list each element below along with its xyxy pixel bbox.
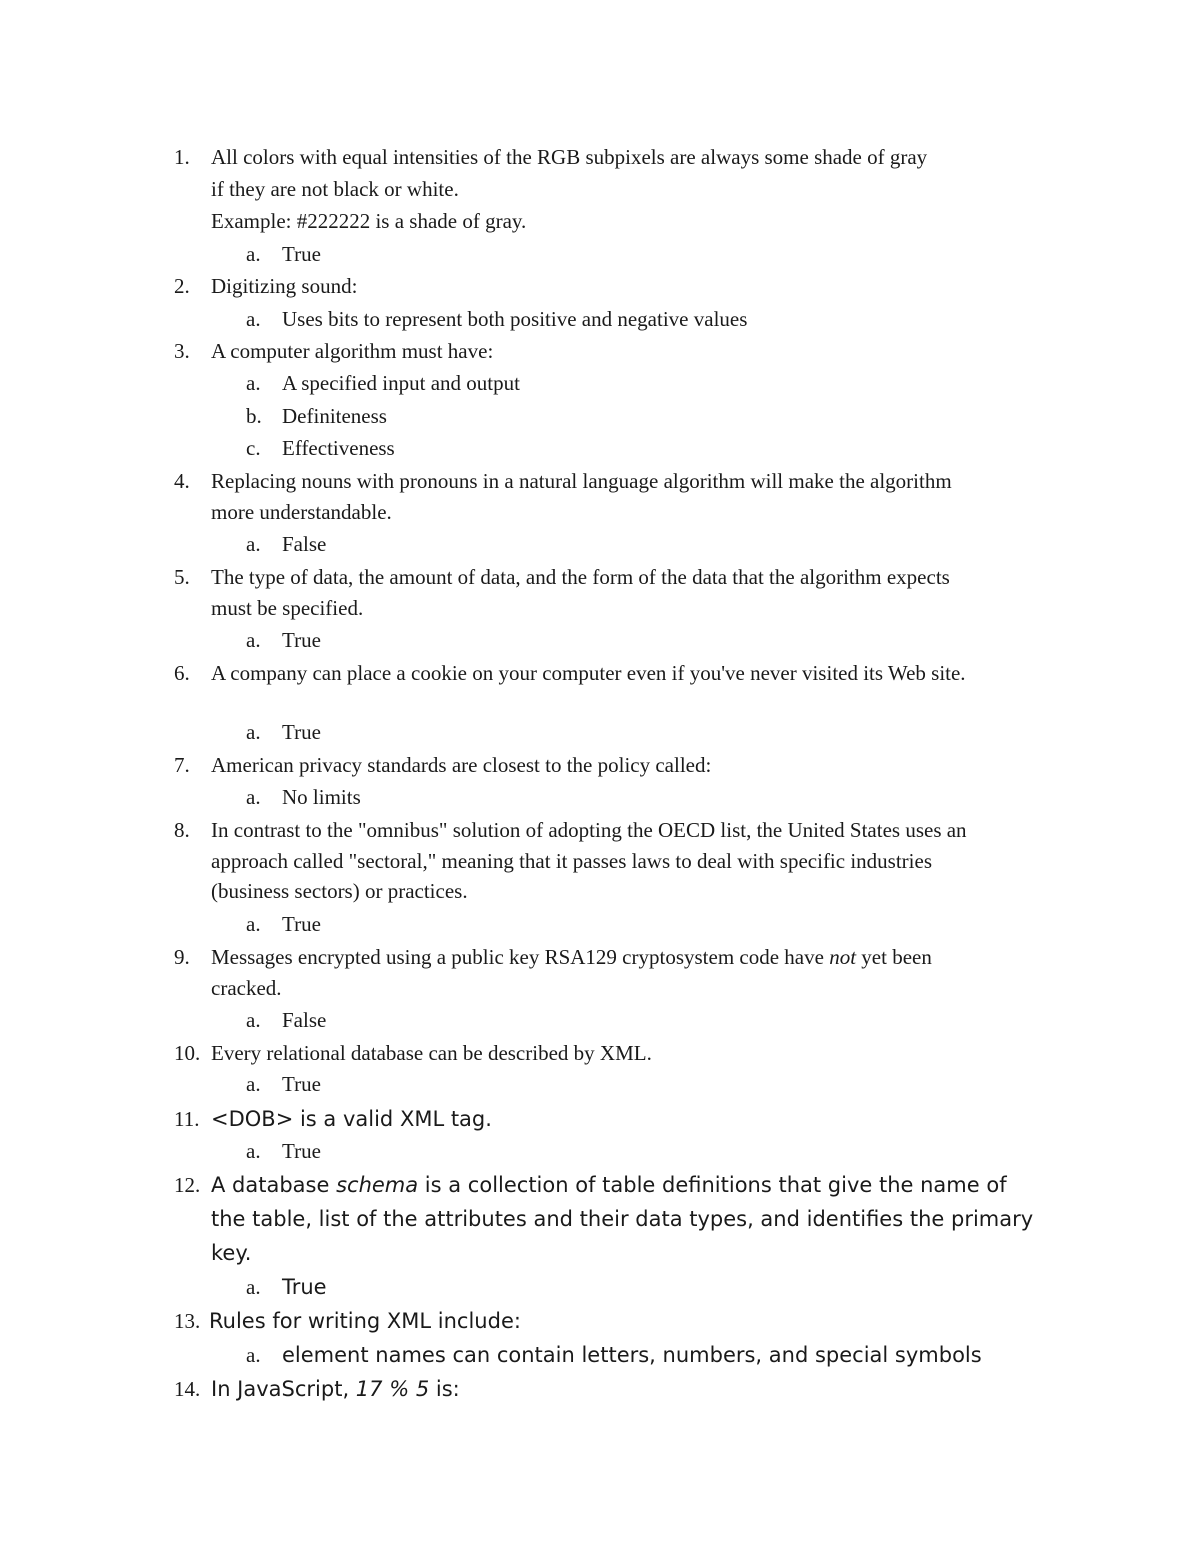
- answer-letter: a.: [246, 307, 261, 331]
- answer-text: True: [282, 720, 321, 744]
- answer-text: True: [282, 1275, 327, 1299]
- answer-letter: a.: [246, 720, 261, 744]
- question-text: Every relational database can be described by XML.: [211, 1041, 652, 1065]
- question-text: if they are not black or white.: [211, 177, 459, 201]
- question-text: key.: [211, 1241, 252, 1265]
- question-text: more understandable.: [211, 500, 392, 524]
- answer-letter: b.: [246, 404, 262, 428]
- question-number: 3.: [174, 339, 190, 363]
- question-number: 2.: [174, 274, 190, 298]
- answer-text: False: [282, 1008, 327, 1032]
- question-number: 12.: [174, 1173, 201, 1197]
- answer-text: True: [282, 628, 321, 652]
- answer-text: Effectiveness: [282, 436, 395, 460]
- question-text: The type of data, the amount of data, and the form of the data that the algorithm expects: [211, 565, 950, 589]
- answer-text: True: [282, 1072, 321, 1096]
- question-text: In contrast to the "omnibus" solution of adopting the OECD list, the United States uses an: [211, 818, 967, 842]
- question-number: 11.: [174, 1107, 200, 1131]
- question-text: approach called "sectoral," meaning that it passes laws to deal with specific industries: [211, 849, 933, 873]
- question-number: 6.: [174, 661, 190, 685]
- emphasis-text: schema: [336, 1173, 419, 1197]
- question-number: 9.: [174, 945, 190, 969]
- question-text: must be specified.: [211, 596, 364, 620]
- emphasis-text: 17 % 5: [355, 1377, 430, 1401]
- answer-text: Uses bits to represent both positive and negative values: [282, 307, 748, 331]
- question-text: Example: #222222 is a shade of gray.: [211, 209, 527, 233]
- question-text: Digitizing sound:: [211, 274, 358, 298]
- question-text: cracked.: [211, 976, 282, 1000]
- question-text: the table, list of the attributes and their data types, and identifies the primary: [211, 1207, 1034, 1231]
- answer-text: True: [282, 242, 321, 266]
- question-number: 13.: [174, 1309, 201, 1333]
- question-text: A database schema is a collection of table definitions that give the name of: [211, 1173, 1007, 1197]
- question-text: Replacing nouns with pronouns in a natural language algorithm will make the algorithm: [211, 469, 952, 493]
- question-number: 7.: [174, 753, 190, 777]
- answer-letter: a.: [246, 1008, 261, 1032]
- answer-letter: a.: [246, 242, 261, 266]
- answer-text: Definiteness: [282, 404, 387, 428]
- question-text: A computer algorithm must have:: [211, 339, 494, 363]
- question-text: All colors with equal intensities of the RGB subpixels are always some shade of gray: [211, 145, 928, 169]
- answer-letter: a.: [246, 628, 261, 652]
- answer-letter: a.: [246, 785, 261, 809]
- answer-letter: a.: [246, 912, 261, 936]
- answer-text: False: [282, 532, 327, 556]
- question-number: 4.: [174, 469, 190, 493]
- emphasis-text: not: [829, 945, 857, 969]
- answer-text: True: [282, 912, 321, 936]
- question-number: 10.: [174, 1041, 201, 1065]
- question-text: In JavaScript, 17 % 5 is:: [211, 1377, 460, 1401]
- question-text: American privacy standards are closest to the policy called:: [211, 753, 712, 777]
- question-text: <DOB> is a valid XML tag.: [211, 1107, 492, 1131]
- answer-letter: c.: [246, 436, 261, 460]
- answer-letter: a.: [246, 371, 261, 395]
- question-text: (business sectors) or practices.: [211, 879, 468, 903]
- question-number: 8.: [174, 818, 190, 842]
- question-text: A company can place a cookie on your computer even if you've never visited its Web site.: [211, 661, 966, 685]
- question-number: 14.: [174, 1377, 201, 1401]
- question-number: 5.: [174, 565, 190, 589]
- question-text: Messages encrypted using a public key RSA129 cryptosystem code have not yet been: [211, 945, 932, 969]
- answer-text: element names can contain letters, numbers, and special symbols: [282, 1343, 982, 1367]
- question-text: Rules for writing XML include:: [209, 1309, 521, 1333]
- answer-letter: a.: [246, 1343, 261, 1367]
- answer-text: True: [282, 1139, 321, 1163]
- answer-text: A specified input and output: [282, 371, 520, 395]
- answer-letter: a.: [246, 1275, 261, 1299]
- answer-text: No limits: [282, 785, 361, 809]
- answer-letter: a.: [246, 1139, 261, 1163]
- answer-letter: a.: [246, 532, 261, 556]
- answer-letter: a.: [246, 1072, 261, 1096]
- question-number: 1.: [174, 145, 190, 169]
